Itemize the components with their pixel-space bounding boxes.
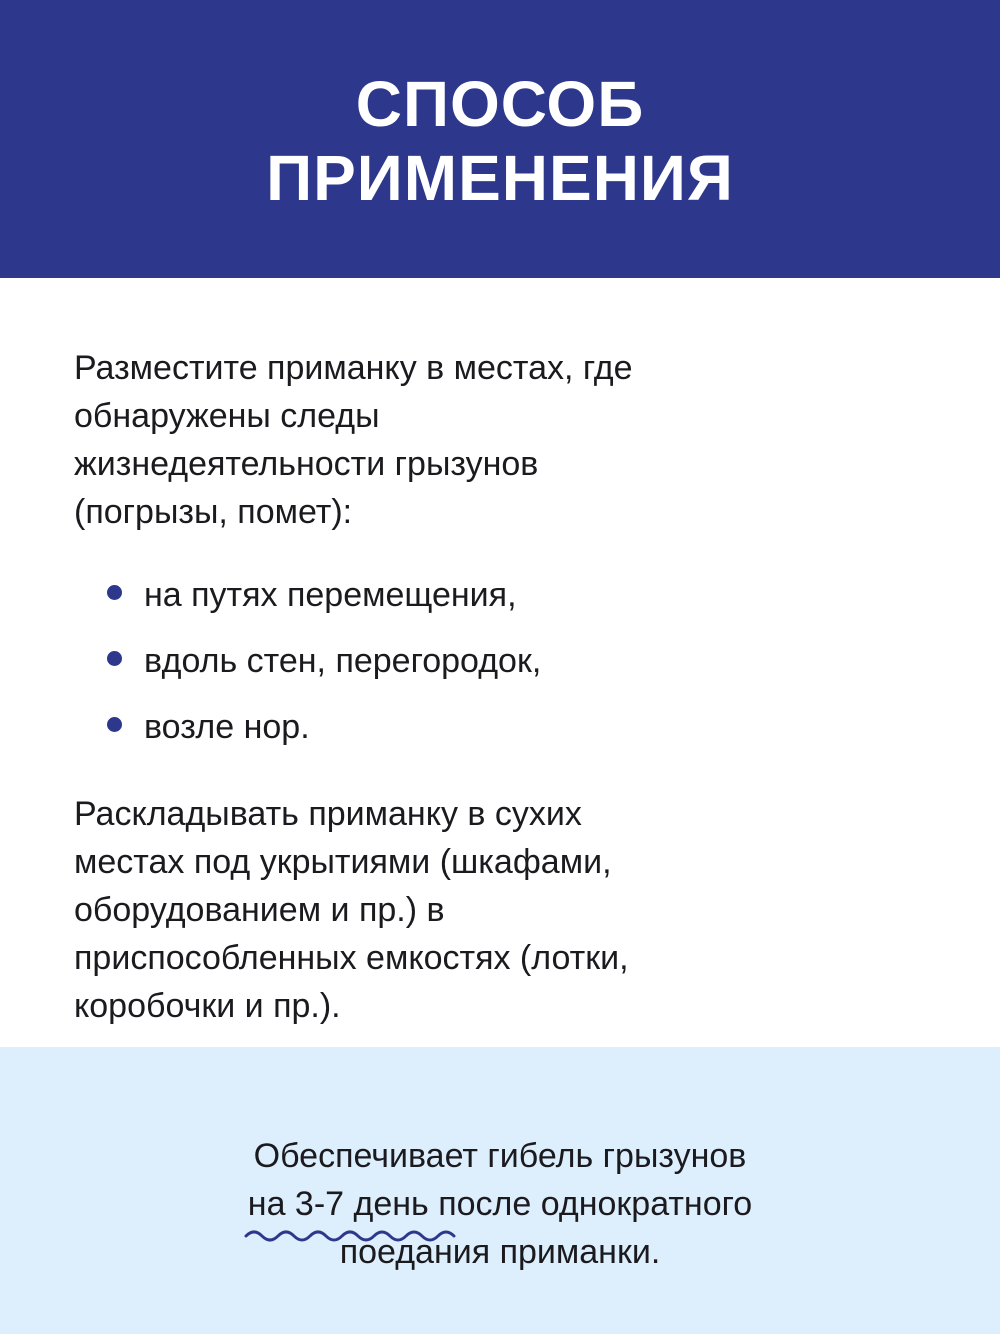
bullet-dot-icon — [107, 585, 122, 600]
list-item — [74, 562, 934, 628]
placement-list — [74, 562, 934, 760]
intro-line: Разместите приманку в местах, где — [74, 349, 633, 387]
list-item — [74, 628, 934, 694]
header-banner — [0, 0, 1000, 278]
footer-line-2 — [0, 1180, 1000, 1228]
footer-line-1: Обеспечивает гибель грызунов — [253, 1137, 747, 1175]
bullet-dot-icon — [107, 717, 122, 732]
list-item-text: возле нор. — [144, 708, 310, 746]
intro-line: (погрызы, помет): — [74, 493, 353, 531]
bullet-dot-icon — [107, 651, 122, 666]
instructions-line: местах под укрытиями (шкафами, — [74, 843, 612, 881]
intro-line: обнаружены следы — [74, 397, 380, 435]
emphasis-text: на 3-7 день — [247, 1185, 429, 1223]
page-title — [266, 67, 734, 215]
instructions-line: оборудованием и пр.) в — [74, 891, 445, 929]
footer-note — [0, 1047, 1000, 1334]
intro-paragraph — [74, 344, 934, 536]
emphasis-days — [248, 1180, 429, 1228]
list-item — [74, 694, 934, 760]
footer-line-2-rest: после однократного — [428, 1185, 753, 1223]
instructions-line: Раскладывать приманку в сухих — [74, 795, 582, 833]
title-line-1: СПОСОБ — [355, 68, 645, 140]
instructions-content — [74, 344, 934, 1030]
intro-line: жизнедеятельности грызунов — [74, 445, 539, 483]
instructions-line: приспособленных емкостях (лотки, — [74, 939, 629, 977]
footer-text — [0, 1132, 1000, 1276]
instructions-paragraph — [74, 790, 934, 1030]
list-item-text: на путях перемещения, — [144, 576, 517, 614]
footer-line-3: поедания приманки. — [339, 1233, 661, 1271]
title-line-2: ПРИМЕНЕНИЯ — [266, 142, 734, 214]
list-item-text: вдоль стен, перегородок, — [144, 642, 542, 680]
instructions-line: коробочки и пр.). — [74, 987, 341, 1025]
